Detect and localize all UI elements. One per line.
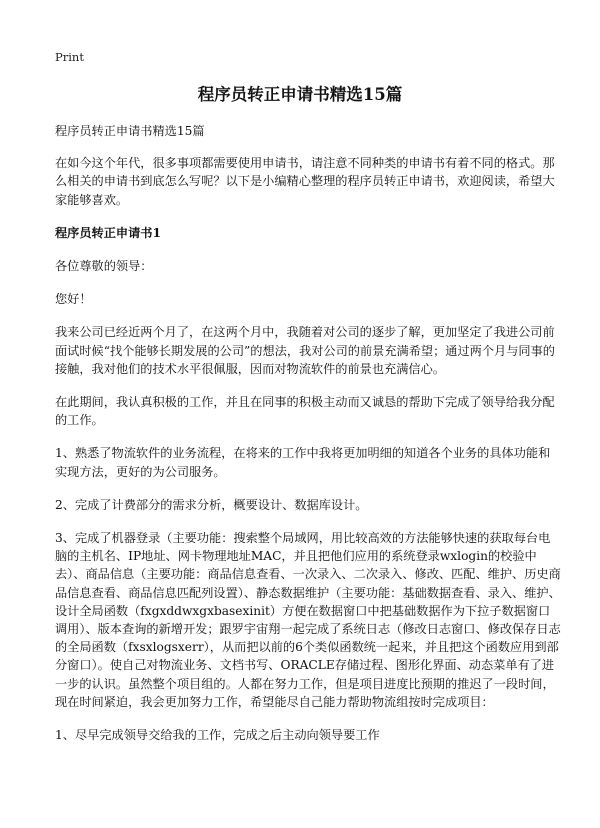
document-subtitle: 程序员转正申请书精选15篇 [55,124,205,138]
body-paragraph: 3、完成了机器登录（主要功能：搜索整个局域网，用比较高效的方法能够快速的获取每台电脑的主机名、IP地址、网卡物理地址MAC，并且把他们应用的系统登录wxlogin的校验中去）、商品信息（主要功能：商品信息查看、一次录入、二次录入、修改、匹配、维护、历史商品信息查看、商品信息匹配列设置）、静态数据维护（主要功能：基础数据查看、录入、维护、设计全局函数（fxgxddwxgxbasexinit）方便在数据窗口中把基础数据作为下拉子数据窗口调用）、版本查询的新增开发；跟罗宇宙翔一起完成了系统日志（修改日志窗口、修改保存日志的全局函数（fxsxlogsxerr），从而把以前的6个类似函数统一起来，并且把这个函数应用到部分窗口）。使自己对物流业务、文档书写、ORACLE存储过程、图形化界面、动态菜单有了进一步的认识。虽然整个项目组的。人都在努力工作，但是项目进度比预期的推迟了一段时间，现在时间紧迫，我会更加努力工作，希望能尽自己能力帮助物流组按时完成项目： [55,531,561,709]
body-paragraph: 1、尽早完成领导交给我的工作，完成之后主动向领导要工作 [55,728,380,743]
intro-paragraph: 在如今这个年代，很多事项都需要使用申请书，请注意不同种类的申请书有着不同的格式。那么相关的申请书到底怎么写呢？以下是小编精心整理的程序员转正申请书，欢迎阅读，希望大家能够喜欢。 [55,156,555,207]
body-paragraph: 我来公司已经近两个月了，在这两个月中，我随着对公司的逐步了解，更加坚定了我进公司前面试时候“找个能够长期发展的公司”的想法，我对公司的前景充满希望；通过两个月与同事的接触，我对他们的技术水平很佩服，因而对物流软件的前景也充满信心。 [55,325,555,376]
page-title: 程序员转正申请书精选15篇 [197,85,403,104]
body-paragraph: 1、熟悉了物流软件的业务流程，在将来的工作中我将更加明细的知道各个业务的具体功能和实现方法，更好的为公司服务。 [55,446,551,479]
greeting: 您好！ [55,292,92,307]
section-heading: 程序员转正申请书1 [55,225,161,240]
salutation: 各位尊敬的领导： [55,259,153,274]
print-link[interactable]: Print [55,50,84,64]
document-body [55,122,561,759]
body-paragraph: 2、完成了计费部分的需求分析，概要设计、数据库设计。 [55,497,368,512]
body-paragraph: 在此期间，我认真积极的工作，并且在同事的积极主动而又诚恳的帮助下完成了领导给我分配的工作。 [55,395,555,428]
